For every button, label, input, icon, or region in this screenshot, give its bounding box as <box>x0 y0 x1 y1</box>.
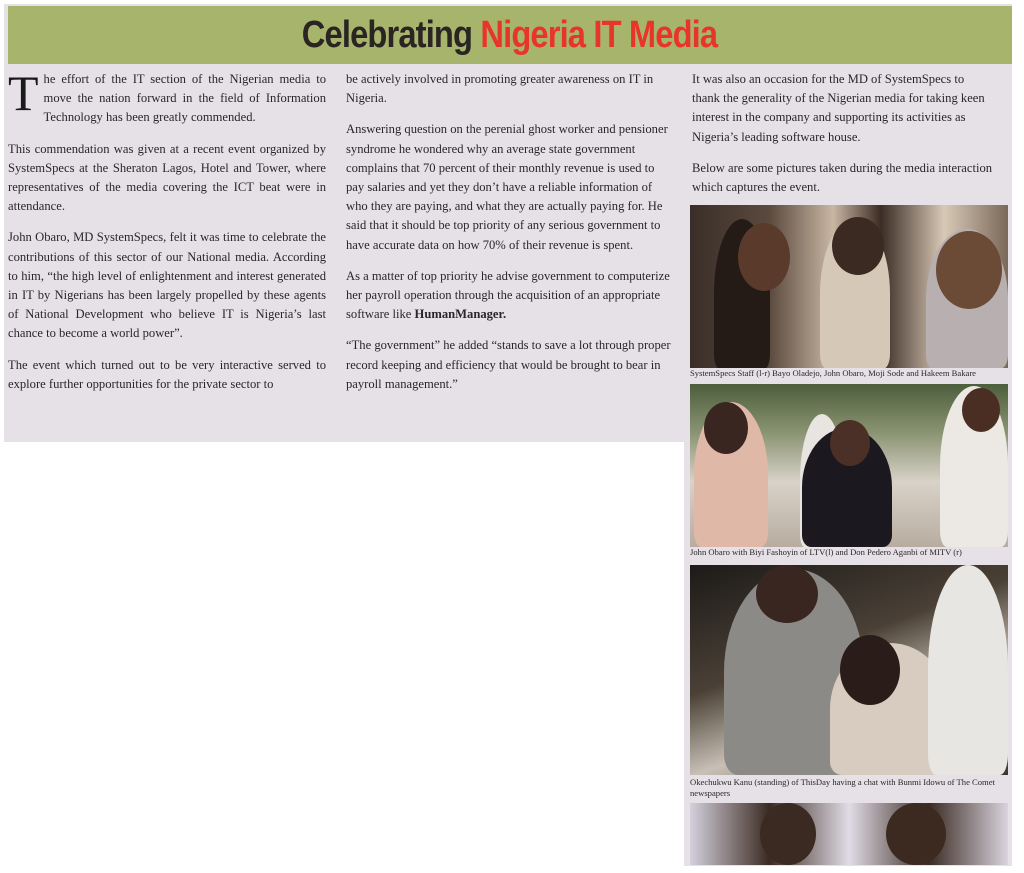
partial-photo <box>690 803 1008 865</box>
paragraph <box>8 65 326 128</box>
paragraph-text: he effort of the IT section of the Nigerian media to move the nation forward in the field of Information Technology has been greatly commended. <box>43 72 326 125</box>
paragraph: The event which turned out to be very interactive served to explore further opportunities for the private sector to <box>8 357 326 391</box>
paragraph <box>346 267 672 325</box>
drop-cap: T <box>8 65 39 121</box>
staff-photo <box>690 205 1008 368</box>
chat-photo <box>690 565 1008 775</box>
paragraph: be actively involved in promoting greater awareness on IT in Nigeria. <box>346 72 654 106</box>
product-name: HumanManager. <box>414 307 507 322</box>
paragraph: John Obaro, MD SystemSpecs, felt it was time to celebrate the contributions of this sector of our National media. According to him, “the high level of enlightenment and interest generated in IT by Nigerians has been largely propelled by these agents of National Development who believe IT is Nigeria’s last chance to become a world power”. <box>8 230 326 341</box>
article-column-1 <box>8 65 326 406</box>
paragraph: Answering question on the perenial ghost worker and pensioner syndrome he wondered why an average state government complains that 70 percent of their monthly revenue is used to pay salaries and yet they don’t have a reliable information of who they are paying, and what they are actually paying for. He said that it should be top priority of any serious government to have accurate data on how 70% of their revenue is spent. <box>346 122 668 252</box>
photo-caption: SystemSpecs Staff (l-r) Bayo Oladejo, John Obaro, Moji Sode and Hakeem Bakare <box>690 368 976 378</box>
article-column-3 <box>692 70 994 209</box>
photo-caption: Okechukwu Kanu (standing) of ThisDay having a chat with Bunmi Idowu of The Comet newspapers <box>690 777 995 798</box>
title-part-2: Nigeria IT Media <box>480 13 718 56</box>
title-part-1: Celebrating <box>302 13 473 56</box>
paragraph: “The government” he added “stands to save a lot through proper record keeping and efficiency that would be brought to bear in payroll management.” <box>346 338 671 391</box>
article-column-2 <box>346 70 672 406</box>
guests-photo <box>690 384 1008 547</box>
title-banner <box>8 6 1012 64</box>
paragraph-text: As a matter of top priority he advise government to computerize her payroll operation through the acquisition of an appropriate software like <box>346 268 670 322</box>
paragraph: It was also an occasion for the MD of SystemSpecs to thank the generality of the Nigerian media for taking keen interest in the company and supporting its activities as Nigeria’s leading software house. <box>692 72 985 144</box>
page-title <box>302 14 717 57</box>
paragraph: Below are some pictures taken during the media interaction which captures the event. <box>692 160 993 195</box>
paragraph: This commendation was given at a recent event organized by SystemSpecs at the Sheraton Lagos, Hotel and Tower, where representatives of the media covering the ICT beat were in attendance. <box>8 141 326 214</box>
photo-caption: John Obaro with Biyi Fashoyin of LTV(l) and Don Pedero Aganbi of MITV (r) <box>690 547 962 557</box>
